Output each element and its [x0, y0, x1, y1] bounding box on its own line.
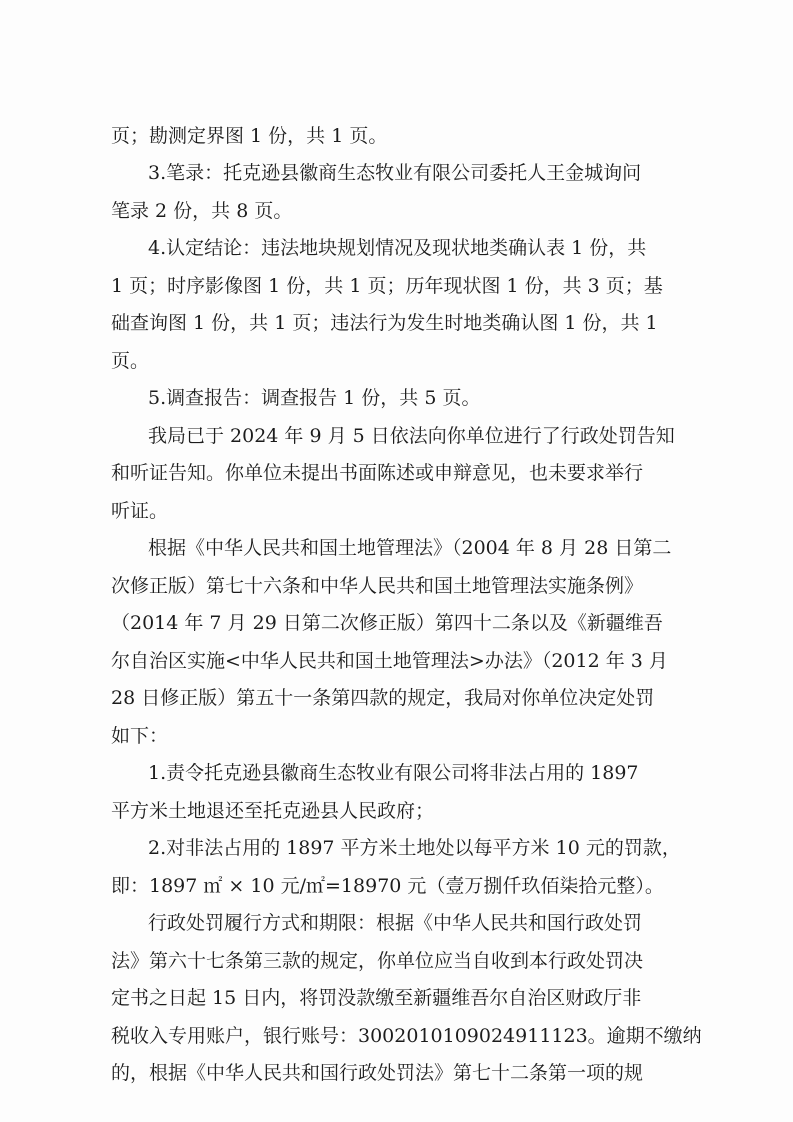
text-line-8: 5.调查报告：调查报告 1 份，共 5 页。: [148, 387, 481, 409]
text-line-6: 础查询图 1 份，共 1 页；违法行为发生时地类确认图 1 份，共 1: [111, 312, 658, 334]
text-line-16: 28 日修正版）第五十一条第四款的规定，我局对你单位决定处罚: [111, 687, 655, 709]
text-line-23: 法》第六十七条第三款的规定，你单位应当自收到本行政处罚决: [111, 950, 644, 972]
text-line-22: 行政处罚履行方式和期限：根据《中华人民共和国行政处罚: [148, 912, 643, 934]
text-line-10: 和听证告知。你单位未提出书面陈述或申辩意见，也未要求举行: [111, 462, 644, 484]
text-line-12: 根据《中华人民共和国土地管理法》（2004 年 8 月 28 日第二: [148, 537, 672, 559]
text-line-18: 1.责令托克逊县徽商生态牧业有限公司将非法占用的 1897: [148, 762, 639, 784]
text-line-21: 即：1897 ㎡ × 10 元/㎡=18970 元（壹万捌仟玖佰柒拾元整）。: [111, 875, 664, 897]
text-line-9: 我局已于 2024 年 9 月 5 日依法向你单位进行了行政处罚告知: [148, 425, 675, 447]
text-line-2: 3.笔录：托克逊县徽商生态牧业有限公司委托人王金城询问: [148, 162, 642, 184]
text-line-14: （2014 年 7 月 29 日第二次修正版）第四十二条以及《新疆维吾: [111, 612, 663, 634]
text-line-19: 平方米土地退还至托克逊县人民政府；: [111, 800, 435, 822]
text-line-20: 2.对非法占用的 1897 平方米土地处以每平方米 10 元的罚款，: [148, 837, 681, 859]
text-line-26: 的，根据《中华人民共和国行政处罚法》第七十二条第一项的规: [111, 1062, 644, 1084]
text-line-25: 税收入专用账户，银行账号：3002010109024911123。逾期不缴纳: [111, 1025, 702, 1047]
text-line-15: 尔自治区实施<中华人民共和国土地管理法>办法》（2012 年 3 月: [111, 650, 668, 672]
text-line-5: 1 页；时序影像图 1 份，共 1 页；历年现状图 1 份，共 3 页；基: [111, 275, 663, 297]
text-line-7: 页。: [111, 350, 150, 372]
text-line-13: 次修正版）第七十六条和中华人民共和国土地管理法实施条例》: [111, 575, 644, 597]
text-line-11: 听证。: [111, 500, 169, 522]
text-line-24: 定书之日起 15 日内，将罚没款缴至新疆维吾尔自治区财政厅非: [111, 987, 642, 1009]
text-line-17: 如下：: [111, 725, 169, 747]
text-line-1: 页；勘测定界图 1 份，共 1 页。: [111, 125, 388, 147]
text-line-4: 4.认定结论：违法地块规划情况及现状地类确认表 1 份，共: [148, 237, 647, 259]
text-line-3: 笔录 2 份，共 8 页。: [111, 200, 293, 222]
